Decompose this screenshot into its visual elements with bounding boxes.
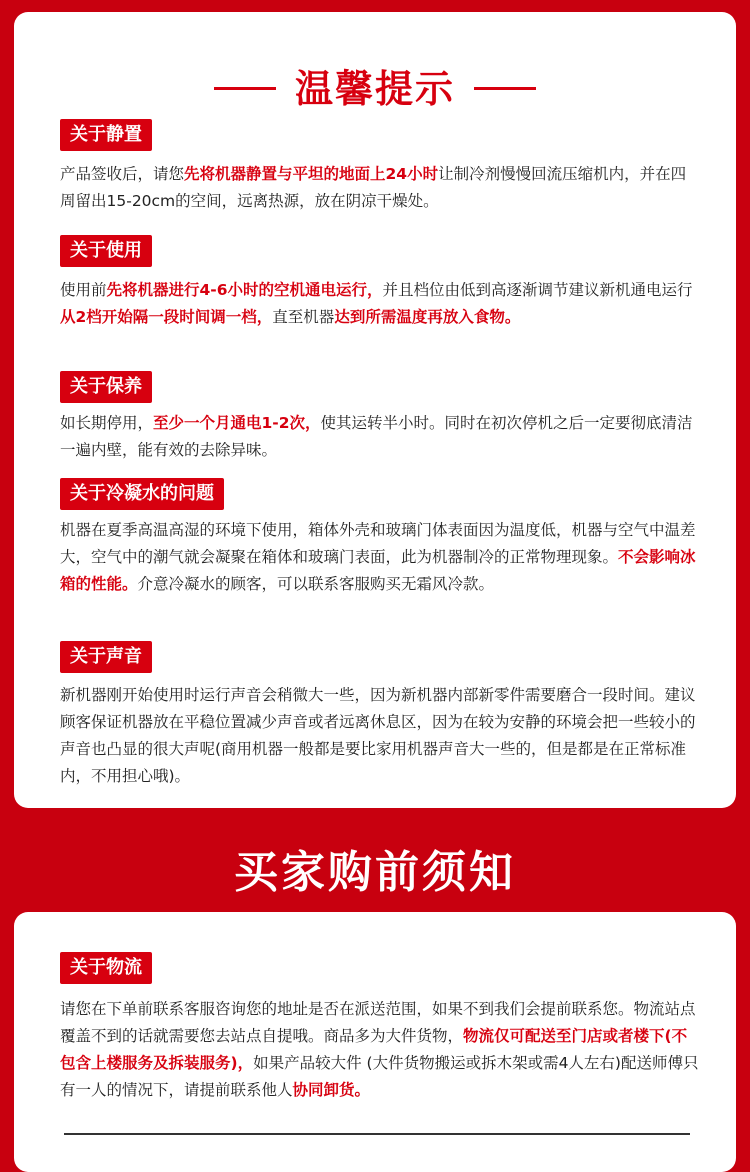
section-label-usage: 关于使用 (60, 235, 152, 267)
body-text: 并且档位由低到高逐渐调节建议新机通电运行 (382, 281, 693, 299)
body-text: 直至机器 (272, 308, 335, 326)
body-text: 使用前 (60, 281, 107, 299)
section-text-logistics (60, 996, 700, 1104)
body-text: 如果产品较大件 (大件货物搬运或拆木架或需4人左右)配送师傅只有一人的情况下，请提前联系他人 (60, 1054, 699, 1099)
highlight-text: 达到所需温度再放入食物。 (334, 308, 521, 326)
section-text-standing (60, 161, 700, 215)
section-label-sound: 关于声音 (60, 641, 152, 673)
body-text: 机器在夏季高温高湿的环境下使用，箱体外壳和玻璃门体表面因为温度低，机器与空气中温差大，空气中的潮气就会凝聚在箱体和玻璃门表面，此为机器制冷的正常物理现象。 (60, 521, 696, 566)
title-line-right (474, 87, 536, 90)
section-text-maintenance (60, 410, 700, 464)
body-text: 使其运转半小时。同时在初次停机之后一定要彻底清洁一遍内壁，能有效的去除异味。 (60, 414, 693, 459)
body-text: 新机器刚开始使用时运行声音会稍微大一些，因为新机器内部新零件需要磨合一段时间。建议顾客保证机器放在平稳位置减少声音或者远离休息区，因为在较为安静的环境会把一些较小的声音也凸显的很大声呢(商用机器一般都是要比家用机器声音大一些的，但是都是在正常标准内，不用担心哦)。 (60, 686, 696, 785)
body-text: 介意冷凝水的顾客，可以联系客服购买无霜风冷款。 (137, 575, 495, 593)
tips-title (0, 58, 750, 113)
highlight-text: 物流仅可配送至门店或者楼下(不包含上楼服务及拆装服务)， (60, 1027, 688, 1072)
section-label-condensation: 关于冷凝水的问题 (60, 478, 224, 510)
body-text: 请您在下单前联系客服咨询您的地址是否在派送范围，如果不到我们会提前联系您。物流站点覆盖不到的话就需要您去站点自提哦。商品多为大件货物， (60, 1000, 696, 1045)
highlight-text: 先将机器静置与平坦的地面上24小时 (184, 165, 439, 183)
body-text: 让制冷剂慢慢回流压缩机内，并在四周留出15-20cm的空间，远离热源，放在阴凉干燥处。 (60, 165, 687, 210)
body-text: 如长期停用， (60, 414, 154, 432)
section-text-condensation (60, 517, 700, 598)
section-label-standing: 关于静置 (60, 119, 152, 151)
highlight-text: 从2档开始隔一段时间调一档， (60, 308, 273, 326)
highlight-text: 协同卸货。 (292, 1081, 371, 1099)
section-text-sound (60, 682, 700, 790)
section-label-logistics: 关于物流 (60, 952, 152, 984)
highlight-text: 至少一个月通电1-2次， (153, 414, 321, 432)
body-text: 产品签收后，请您 (60, 165, 185, 183)
section-text-usage (60, 277, 700, 331)
divider (64, 1133, 690, 1135)
section-label-maintenance: 关于保养 (60, 371, 152, 403)
title-line-left (214, 87, 276, 90)
notice-title: 买家购前须知 (234, 847, 516, 898)
highlight-text: 不会影响冰箱的性能。 (60, 548, 696, 593)
highlight-text: 先将机器进行4-6小时的空机通电运行， (106, 281, 383, 299)
tips-title-text: 温馨提示 (294, 67, 455, 111)
